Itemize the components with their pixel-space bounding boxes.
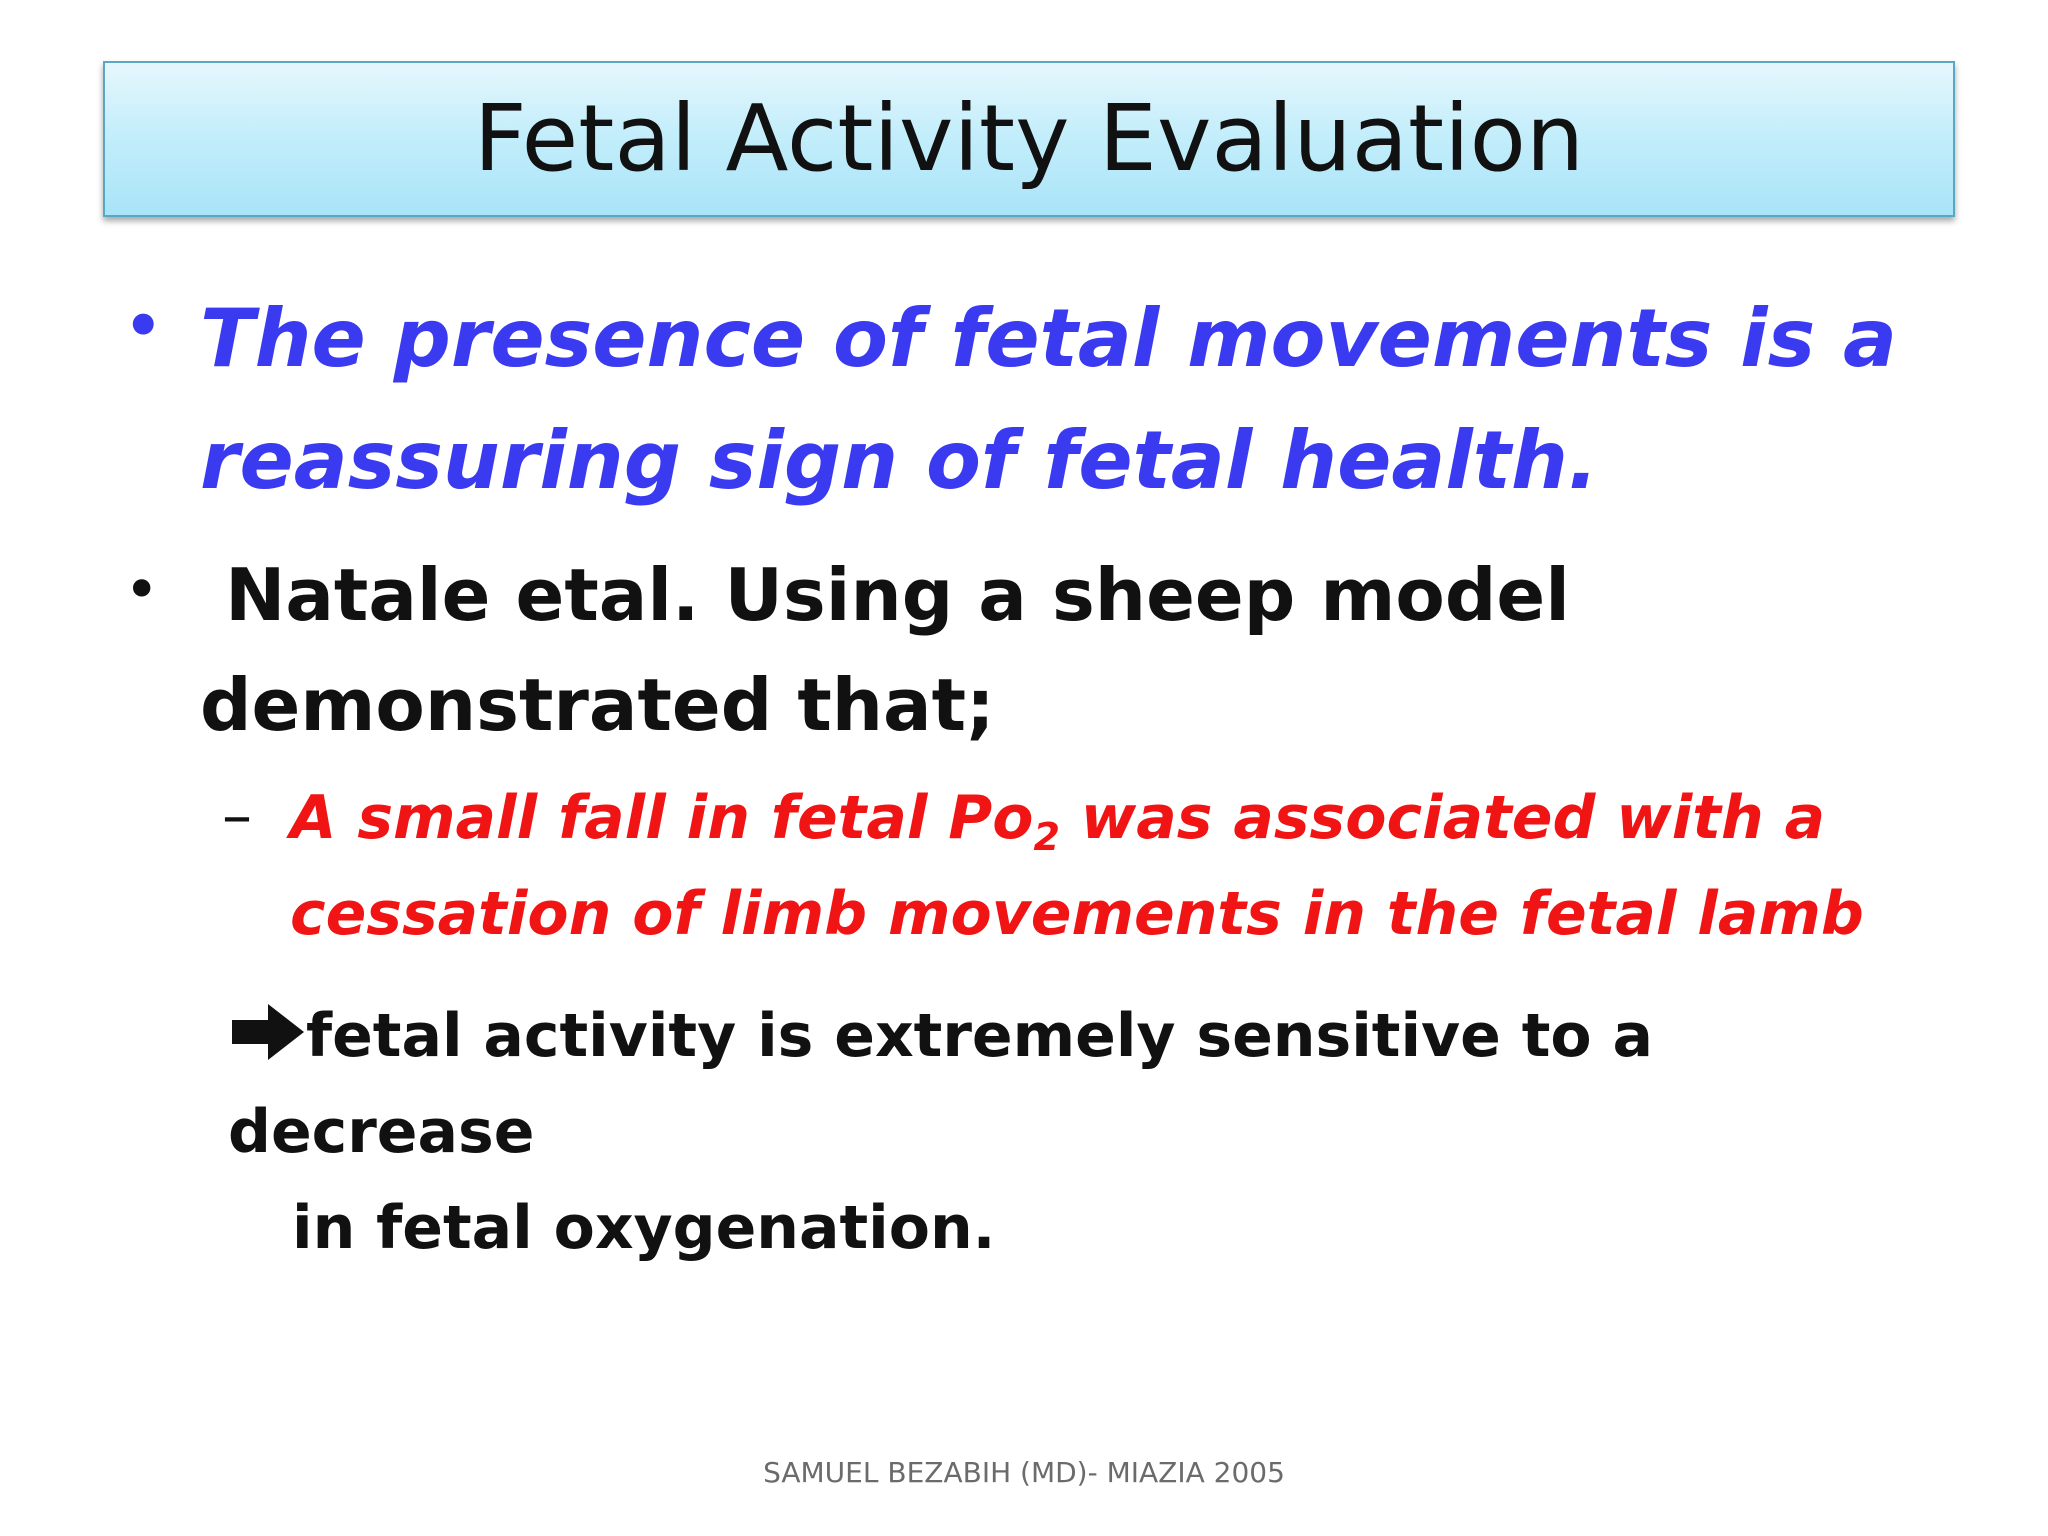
title-box (103, 61, 1955, 217)
sub-bullet-text (290, 770, 1940, 962)
bullet-1-text: The presence of fetal movements is a reassuring sign of fetal health. (200, 292, 1898, 507)
sub-bullet-text-after: was associated with a cessation of limb movements in the fetal lamb (290, 783, 1864, 949)
subscript-2: 2 (1033, 815, 1060, 859)
bullet-2-text: Natale etal. Using a sheep model demonstrated that; (200, 553, 1595, 747)
slide-footer: SAMUEL BEZABIH (MD)- MIAZIA 2005 (763, 1456, 1285, 1489)
conclusion-line-2: in fetal oxygenation. (292, 1193, 996, 1263)
arrow-right-icon (228, 1002, 306, 1062)
slide-title: Fetal Activity Evaluation (473, 85, 1585, 192)
conclusion-text (228, 988, 1948, 1276)
bullet-marker: • (124, 555, 160, 625)
conclusion-line-1: fetal activity is extremely sensitive to a decrease (228, 1001, 1654, 1167)
sub-bullet-dash: – (222, 781, 252, 851)
bullet-marker: • (122, 284, 165, 368)
sub-bullet-text-before: A small fall in fetal Po (290, 783, 1034, 853)
